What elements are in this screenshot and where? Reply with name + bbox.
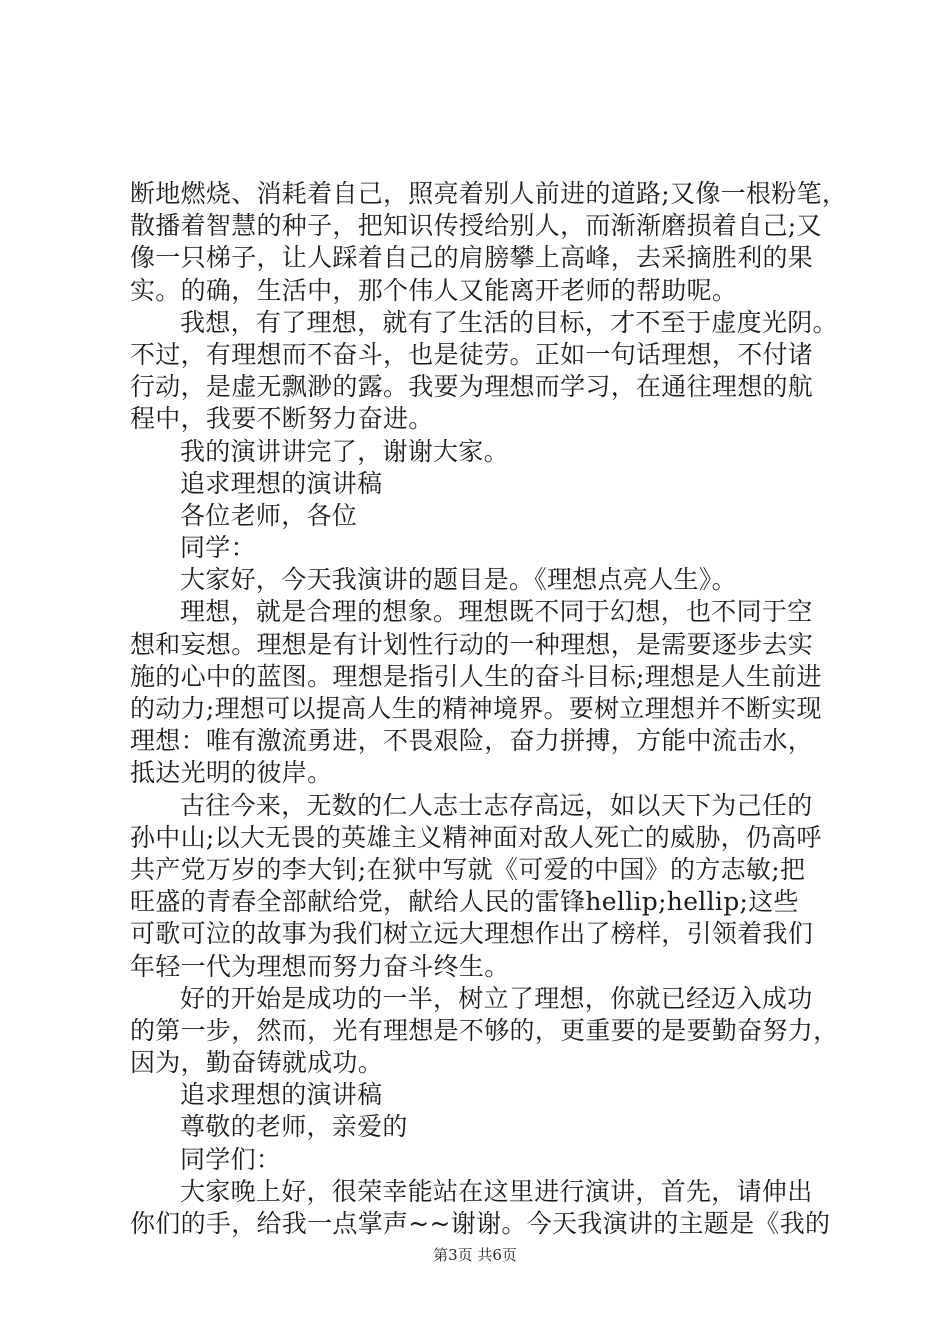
text-line: 我的演讲讲完了，谢谢大家。 (180, 436, 509, 466)
text-line: 共产党万岁的李大钊;在狱中写就《可爱的中国》的方志敏;把 (130, 854, 806, 884)
text-line: 大家晚上好，很荣幸能站在这里进行演讲，首先，请伸出 (180, 1176, 813, 1206)
text-line: 古往今来，无数的仁人志士志存高远，如以天下为己任的 (180, 790, 813, 820)
salutation-line: 各位老师，各位 (180, 500, 358, 530)
text-line: 的第一步，然而，光有理想是不够的，更重要的是要勤奋努力， (130, 1015, 839, 1045)
text-line: 散播着智慧的种子，把知识传授给别人，而渐渐磨损着自己;又 (130, 211, 822, 241)
text-line: 理想，就是合理的想象。理想既不同于幻想，也不同于空 (180, 597, 813, 627)
text-line: 想和妄想。理想是有计划性行动的一种理想，是需要逐步去实 (130, 629, 814, 659)
text-line: 实。的确，生活中，那个伟人又能离开老师的帮助呢。 (130, 275, 738, 305)
text-line: 理想：唯有激流勇进，不畏艰险，奋力拼搏，方能中流击水， (130, 726, 814, 756)
text-line: 行动，是虚无飘渺的露。我要为理想而学习，在通往理想的航 (130, 372, 814, 402)
text-line: 孙中山;以大无畏的英雄主义精神面对敌人死亡的威胁，仍高呼 (130, 822, 822, 852)
text-line: 可歌可泣的故事为我们树立远大理想作出了榜样，引领着我们 (130, 919, 814, 949)
section-heading: 追求理想的演讲稿 (180, 1080, 383, 1110)
salutation-line: 尊敬的老师，亲爱的 (180, 1112, 408, 1142)
text-line: 大家好，今天我演讲的题目是。《理想点亮人生》。 (180, 565, 737, 595)
text-line: 施的心中的蓝图。理想是指引人生的奋斗目标;理想是人生前进 (130, 661, 822, 691)
text-line: 你们的手，给我一点掌声~~谢谢。今天我演讲的主题是《我的 (130, 1209, 831, 1238)
text-line: 旺盛的青春全部献给党，献给人民的雷锋hellip;hellip;这些 (130, 887, 799, 917)
text-line: 程中，我要不断努力奋进。 (130, 404, 434, 434)
text-line: 因为，勤奋铸就成功。 (130, 1048, 384, 1078)
text-line: 的动力;理想可以提高人生的精神境界。要树立理想并不断实现 (130, 694, 822, 723)
text-line: 我想，有了理想，就有了生活的目标，才不至于虚度光阴。 (180, 307, 838, 337)
text-line: 像一只梯子，让人踩着自己的肩膀攀上高峰，去采摘胜利的果 (130, 243, 814, 273)
text-line: 好的开始是成功的一半，树立了理想，你就已经迈入成功 (180, 983, 813, 1013)
text-line: 年轻一代为理想而努力奋斗终生。 (130, 951, 510, 981)
salutation-line: 同学： (180, 533, 256, 563)
text-line: 抵达光明的彼岸。 (130, 758, 333, 788)
salutation-line: 同学们： (180, 1144, 282, 1174)
page-number-footer: 第3页 共6页 (433, 1246, 517, 1264)
text-line: 断地燃烧、消耗着自己，照亮着别人前进的道路;又像一根粉笔， (130, 179, 848, 208)
document-body (130, 178, 848, 1240)
section-heading: 追求理想的演讲稿 (180, 468, 383, 498)
text-line: 不过，有理想而不奋斗，也是徒劳。正如一句话理想，不付诸 (130, 339, 814, 369)
